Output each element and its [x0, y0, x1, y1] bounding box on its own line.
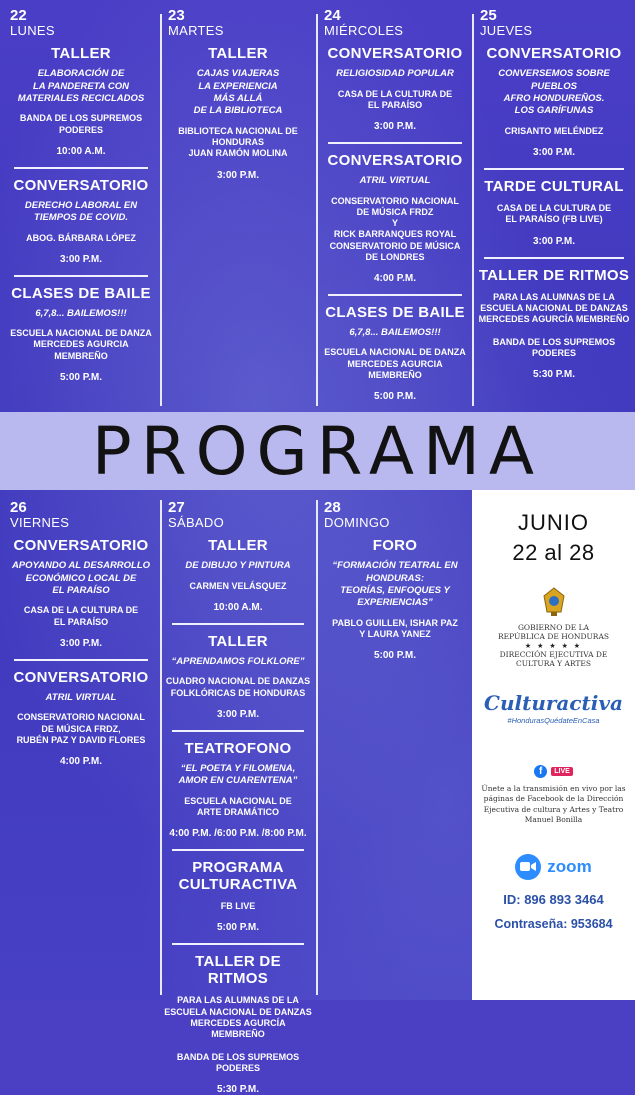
zoom-logo: [472, 854, 635, 880]
day-header: [320, 500, 470, 529]
event-organizer: ESCUELA NACIONAL DE ARTE DRAMÁTICO: [184, 795, 292, 817]
gov-line: DIRECCIÓN EJECUTIVA DE: [499, 649, 608, 659]
event-time: 4:00 P.M. /6:00 P.M. /8:00 P.M.: [169, 828, 307, 840]
event-subtitle: CAJAS VIAJERAS LA EXPERIENCIA MÁS ALLÁ DE LA BIBLIOTECA: [193, 68, 283, 117]
zoom-password: Contraseña: 953684: [494, 916, 613, 931]
banner-title: PROGRAMA: [91, 412, 544, 490]
event-subtitle: 6,7,8... BAILEMOS!!!: [349, 327, 441, 339]
event-organizer: CONSERVATORIO NACIONAL DE MÚSICA FRDZ Y RICK BARRANQUES ROYAL CONSERVATORIO DE MÚSICA DE LONDRES: [329, 195, 461, 262]
event-time: 3:00 P.M.: [373, 121, 417, 133]
column-divider: [472, 14, 474, 406]
event-title: CLASES DE BAILE: [325, 304, 465, 322]
info-panel: [472, 490, 635, 1000]
event-time: 3:00 P.M.: [59, 253, 103, 265]
zoom-label: zoom: [547, 856, 592, 876]
event-title: CONVERSATORIO: [486, 45, 622, 63]
event-organizer: PARA LAS ALUMNAS DE LA ESCUELA NACIONAL DE DANZAS MERCEDES AGURCÍA MEMBREÑO BANDA DE LOS SUPREMOS PODERES: [164, 995, 312, 1073]
zoom-camera-icon: [515, 854, 541, 880]
event-time: 5:00 P.M.: [373, 391, 417, 403]
event-subtitle: “FORMACIÓN TEATRAL EN HONDURAS: TEORÍAS, ENFOQUES Y EXPERIENCIAS”: [332, 560, 458, 609]
event-organizer: ESCUELA NACIONAL DE DANZA MERCEDES AGURCIA MEMBREÑO: [324, 347, 466, 380]
government-logo: [472, 586, 635, 669]
event-title: TALLER: [208, 537, 268, 555]
event-time: 3:00 P.M.: [532, 235, 576, 247]
event-title: CONVERSATORIO: [327, 152, 463, 170]
day-name: JUEVES: [480, 22, 533, 38]
event-divider: [172, 623, 304, 625]
day-number: 26: [10, 499, 27, 516]
day-number: 25: [480, 7, 497, 24]
event-organizer: PABLO GUILLEN, ISHAR PAZ Y LAURA YANEZ: [332, 617, 458, 640]
event-title: TALLER: [208, 632, 268, 650]
event-divider: [172, 849, 304, 851]
coat-of-arms-icon: [539, 586, 569, 618]
day-header: [164, 8, 312, 37]
gov-stars: ★ ★ ★ ★ ★: [524, 642, 583, 650]
event-divider: [14, 659, 148, 661]
event-organizer: CRISANTO MELÉNDEZ: [504, 125, 604, 136]
event-time: 5:30 P.M.: [532, 369, 576, 381]
event-subtitle: ELABORACIÓN DE LA PANDERETA CON MATERIALES RECICLADOS: [17, 68, 145, 105]
event-divider: [484, 168, 624, 170]
facebook-icon: f: [534, 765, 547, 778]
event-title: TALLER: [51, 45, 111, 63]
event-subtitle: DE DIBUJO Y PINTURA: [185, 560, 291, 572]
day-column-28: [320, 500, 470, 661]
event-title: TALLER DE RITMOS: [195, 953, 281, 988]
column-divider: [160, 14, 162, 406]
day-number: 23: [168, 7, 185, 24]
event-organizer: ESCUELA NACIONAL DE DANZA MERCEDES AGURCIA MEMBREÑO: [10, 328, 152, 361]
event-title: TARDE CULTURAL: [484, 178, 624, 196]
event-time: 3:00 P.M.: [216, 708, 260, 720]
event-divider: [172, 730, 304, 732]
day-column-22: [6, 8, 156, 383]
date-range: 22 al 28: [512, 540, 595, 565]
event-title: TALLER: [208, 45, 268, 63]
event-time: 3:00 P.M.: [532, 147, 576, 159]
event-organizer: CUADRO NACIONAL DE DANZAS FOLKLÓRICAS DE HONDURAS: [165, 676, 311, 698]
event-time: 5:00 P.M.: [373, 650, 417, 662]
event-divider: [172, 943, 304, 945]
event-divider: [484, 257, 624, 259]
event-organizer: ABOG. BÁRBARA LÓPEZ: [26, 232, 136, 243]
event-subtitle: DERECHO LABORAL EN TIEMPOS DE COVID.: [24, 199, 138, 224]
event-title: CONVERSATORIO: [13, 537, 149, 555]
day-number: 22: [10, 7, 27, 24]
day-name: MARTES: [168, 22, 224, 38]
event-organizer: CASA DE LA CULTURA DE EL PARAÍSO: [337, 88, 453, 110]
day-header: [164, 500, 312, 529]
event-title: PROGRAMA CULTURACTIVA: [178, 859, 298, 894]
day-name: MIÉRCOLES: [324, 22, 404, 38]
event-subtitle: APOYANDO AL DESARROLLO ECONÓMICO LOCAL DE EL PARAÍSO: [11, 560, 151, 597]
event-subtitle: 6,7,8... BAILEMOS!!!: [35, 307, 127, 319]
event-subtitle: RELIGIOSIDAD POPULAR: [336, 68, 454, 80]
day-header: [6, 8, 156, 37]
gov-line: CULTURA Y ARTES: [515, 659, 592, 669]
event-time: 10:00 A.M.: [56, 145, 106, 157]
event-time: 3:00 P.M.: [59, 637, 103, 649]
event-organizer: CONSERVATORIO NACIONAL DE MÚSICA FRDZ, RUBÉN PAZ Y DAVID FLORES: [16, 712, 146, 745]
event-subtitle: “APRENDAMOS FOLKLORE”: [171, 655, 305, 667]
event-divider: [14, 167, 148, 169]
event-divider: [328, 294, 462, 296]
column-divider: [160, 500, 162, 995]
event-time: 5:00 P.M.: [59, 371, 103, 383]
event-title: TEATROFONO: [184, 739, 292, 757]
column-divider: [316, 500, 318, 995]
event-subtitle: ATRIL VIRTUAL: [45, 691, 117, 703]
event-title: TALLER DE RITMOS: [478, 266, 630, 284]
event-title: CONVERSATORIO: [327, 45, 463, 63]
live-description: Únete a la transmisión en vivo por las páginas de Facebook de la Dirección Ejecutiva de cultura y Artes y Teatro Manuel Bonilla: [481, 783, 626, 824]
day-column-27: [164, 500, 312, 1095]
programa-banner: [0, 412, 635, 490]
event-organizer: BANDA DE LOS SUPREMOS PODERES: [19, 113, 143, 135]
event-time: 3:00 P.M.: [216, 169, 260, 181]
day-name: SÁBADO: [168, 514, 224, 530]
event-organizer: CASA DE LA CULTURA DE EL PARAÍSO: [23, 605, 139, 627]
event-time: 5:30 P.M.: [216, 1084, 260, 1095]
event-time: 4:00 P.M.: [59, 756, 103, 768]
day-number: 28: [324, 499, 341, 516]
day-column-25: [476, 8, 632, 380]
event-title: FORO: [372, 537, 418, 555]
event-time: 4:00 P.M.: [373, 273, 417, 285]
event-time: 5:00 P.M.: [216, 922, 260, 934]
day-name: DOMINGO: [324, 514, 390, 530]
event-organizer: CARMEN VELÁSQUEZ: [189, 580, 287, 591]
hashtag: #HondurasQuédateEnCasa: [507, 715, 600, 725]
facebook-live-badge: [472, 765, 635, 778]
event-organizer: FB LIVE: [220, 901, 256, 912]
event-subtitle: CONVERSEMOS SOBRE PUEBLOS AFRO HONDUREÑOS. LOS GARÍFUNAS: [498, 68, 610, 117]
day-number: 27: [168, 499, 185, 516]
month-label: JUNIO: [518, 510, 589, 535]
day-column-26: [6, 500, 156, 767]
event-organizer: CASA DE LA CULTURA DE EL PARAÍSO (FB LIVE): [496, 203, 612, 225]
event-time: 10:00 A.M.: [213, 601, 263, 613]
event-title: CONVERSATORIO: [13, 668, 149, 686]
day-column-23: [164, 8, 312, 181]
event-subtitle: ATRIL VIRTUAL: [359, 175, 431, 187]
event-organizer: PARA LAS ALUMNAS DE LA ESCUELA NACIONAL DE DANZAS MERCEDES AGURCÍA MEMBREÑO BANDA DE LOS SUPREMOS PODERES: [478, 291, 630, 358]
gov-line: REPÚBLICA DE HONDURAS: [497, 632, 609, 642]
day-name: LUNES: [10, 22, 55, 38]
event-title: CLASES DE BAILE: [11, 284, 151, 302]
day-name: VIERNES: [10, 514, 70, 530]
column-divider: [316, 14, 318, 406]
culturactiva-logo: Culturactiva: [484, 690, 623, 715]
day-header: [320, 8, 470, 37]
day-column-24: [320, 8, 470, 402]
event-subtitle: “EL POETA Y FILOMENA, AMOR EN CUARENTENA”: [178, 762, 298, 787]
event-organizer: BIBLIOTECA NACIONAL DE HONDURAS JUAN RAMÓN MOLINA: [178, 125, 298, 159]
day-header: [476, 8, 632, 37]
day-header: [6, 500, 156, 529]
day-number: 24: [324, 7, 341, 24]
gov-line: GOBIERNO DE LA: [517, 623, 590, 632]
event-divider: [14, 275, 148, 277]
event-divider: [328, 142, 462, 144]
event-title: CONVERSATORIO: [13, 176, 149, 194]
live-label: LIVE: [551, 767, 573, 776]
zoom-id: ID: 896 893 3464: [503, 891, 604, 907]
